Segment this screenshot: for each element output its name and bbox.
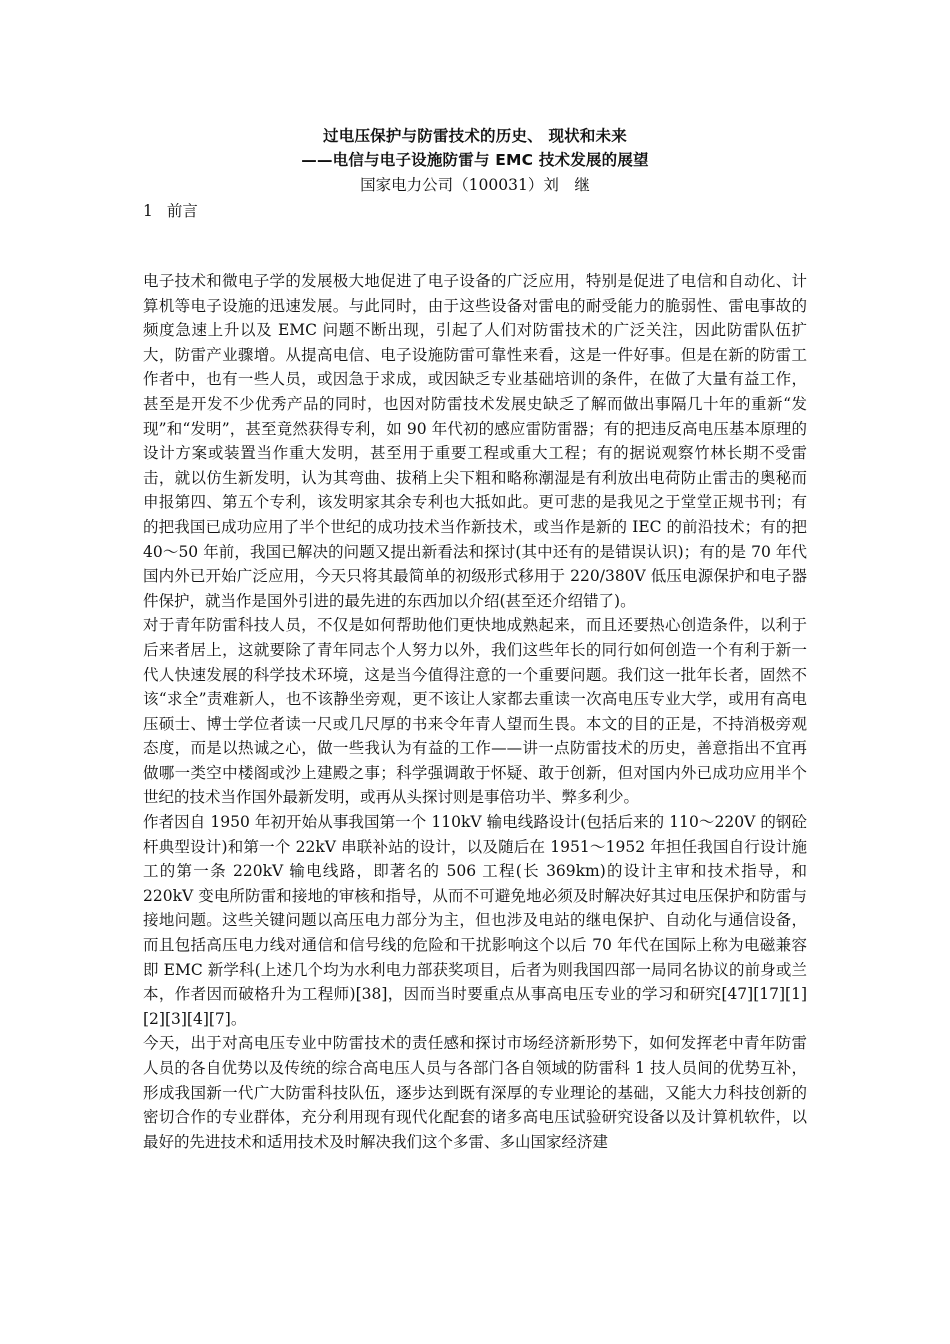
section-number: 1 — [143, 202, 153, 220]
paragraph: 今天，出于对高电压专业中防雷技术的责任感和探讨市场经济新形势下，如何发挥老中青年防雷人员的各自优势以及传统的综合高电压人员与各部门各自领域的防雷科 1 技人员间的优势互补，形成我国新一代广大防雷科技队伍，逐步达到既有深厚的专业理论的基础，又能大力科技创新的密切合作的专业群体，充分利用现有现代化配套的诸多高电压试验研究设备以及计算机软件，以最好的先进技术和适用技术及时解决我们这个多雷、多山国家经济建 — [143, 1034, 807, 1151]
document-subtitle: ——电信与电子设施防雷与 EMC 技术发展的展望 — [301, 151, 649, 169]
paragraph: 电子技术和微电子学的发展极大地促进了电子设备的广泛应用，特别是促进了电信和自动化、计算机等电子设施的迅速发展。与此同时，由于这些设备对雷电的耐受能力的脆弱性、雷电事故的频度急速上升以及 EMC 问题不断出现，引起了人们对防雷技术的广泛关注，因此防雷队伍扩大，防雷产业骤增。从提高电信、电子设施防雷可靠性来看，这是一件好事。但是在新的防雷工作者中，也有一些人员，或因急于求成，或因缺乏专业基础培训的条件，在做了大量有益工作，甚至是开发不少优秀产品的同时，也因对防雷技术发展史缺乏了解而做出事隔几十年的重新“发现”和“发明”，甚至竟然获得专利，如 90 年代初的感应雷防雷器；有的把违反高电压基本原理的设计方案或装置当作重大发明，甚至用于重要工程或重大工程；有的据说观察竹林长期不受雷击，就以仿生新发明，认为其弯曲、拔稍上尖下粗和略称潮湿是有利放出电荷防止雷击的奥秘而申报第四、第五个专利，该发明家其余专利也大抵如此。更可悲的是我见之于堂堂正规书刊；有的把我国已成功应用了半个世纪的成功技术当作新技术，或当作是新的 IEC 的前沿技术；有的把 40～50 年前，我国已解决的问题又提出新看法和探讨(其中还有的是错误认识)；有的是 70 年代国内外已开始广泛应用，今天只将其最简单的初级形式移用于 220/380V 低压电源保护和电子器件保护，就当作是国外引进的最先进的东西加以介绍(甚至还介绍错了)。 — [143, 272, 807, 610]
paragraph: 作者因自 1950 年初开始从事我国第一个 110kV 输电线路设计(包括后来的 110～220V 的钢砼杆典型设计)和第一个 22kV 串联补站的设计，以及随后在 1951～1952 年担任我国自行设计施工的第一条 220kV 输电线路，即著名的 506 工程(长 369km)的设计主审和技术指导，和 220kV 变电所防雷和接地的审核和指导，从而不可避免地必须及时解决好其过电压保护和防雷与接地问题。这些关键问题以高压电力部分为主，但也涉及电站的继电保护、自动化与通信设备，而且包括高压电力线对通信和信号线的危险和干扰影响这个以后 70 年代在国际上称为电磁兼容即 EMC 新学科(上述几个均为水利电力部获奖项目，后者为则我国四部一局同名协议的前身或兰本，作者因而破格升为工程师)[38]，因而当时要重点从事高电压专业的学习和研究[47][17][1][2][3][4][7]。 — [143, 813, 807, 1028]
section-heading — [143, 199, 198, 223]
document-title: 过电压保护与防雷技术的历史、 现状和未来 — [323, 127, 627, 145]
body-text — [143, 269, 807, 1154]
title-block — [140, 124, 810, 198]
author-affiliation: 国家电力公司（100031）刘 继 — [360, 176, 590, 194]
section-title: 前言 — [166, 202, 198, 220]
paragraph: 对于青年防雷科技人员，不仅是如何帮助他们更快地成熟起来，而且还要热心创造条件，以利于后来者居上，这就要除了青年同志个人努力以外，我们这些年长的同行如何创造一个有利于新一代人快速发展的科学技术环境，这是当今值得注意的一个重要问题。我们这一批年长者，固然不该“求全”责难新人，也不该静坐旁观，更不该让人家都去重读一次高电压专业大学，或用有高电压硕士、博士学位者读一尺或几尺厚的书来令年青人望而生畏。本文的目的正是，不持消极旁观态度，而是以热诚之心，做一些我认为有益的工作——讲一点防雷技术的历史，善意指出不宜再做哪一类空中楼阁或沙上建殿之事；科学强调敢于怀疑、敢于创新，但对国内外已成功应用半个世纪的技术当作国外最新发明，或再从头探讨则是事倍功半、弊多利少。 — [143, 616, 807, 807]
